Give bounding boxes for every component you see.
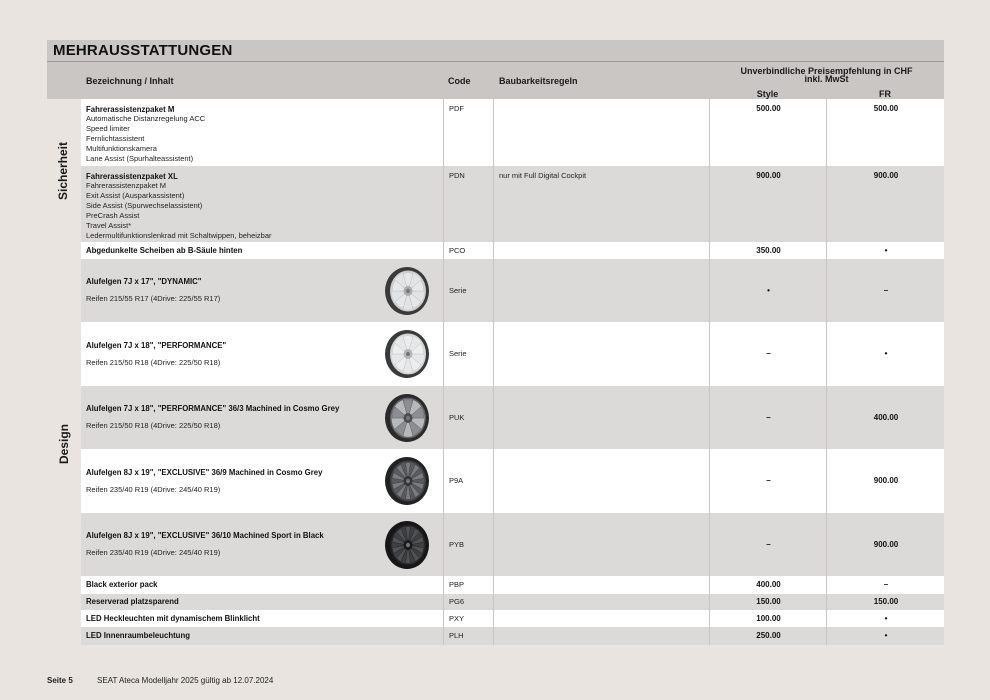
option-detail-line: Reifen 235/40 R19 (4Drive: 245/40 R19): [86, 484, 221, 494]
cell-code: [443, 259, 494, 322]
option-title: Alufelgen 8J x 19", "EXCLUSIVE" 36/10 Machined Sport in Black: [86, 531, 324, 540]
cell-price-fr: [826, 99, 945, 166]
header-fr: FR: [879, 89, 891, 99]
cell-price-fr: [826, 513, 945, 576]
code-value: PUK: [449, 412, 465, 422]
table-row: [81, 259, 944, 322]
cell-description: [81, 594, 443, 610]
cell-price-fr: [826, 322, 945, 386]
price-fr-value: 500.00: [873, 104, 899, 113]
cell-code: [443, 610, 494, 627]
option-title: LED Innenraumbeleuchtung: [86, 631, 190, 640]
code-value: PLH: [449, 631, 464, 640]
cell-code: [443, 99, 494, 166]
wheel-dynamic-icon: [371, 259, 443, 322]
table-header: [47, 62, 944, 99]
price-fr-value: 900.00: [873, 476, 899, 485]
cell-price-fr: [826, 610, 945, 627]
cell-code: [443, 513, 494, 576]
price-table: [47, 40, 944, 645]
option-detail-line: Exit Assist (Ausparkassistent): [86, 191, 185, 200]
option-detail-line: Side Assist (Spurwechselassistent): [86, 201, 203, 210]
table-row: [81, 166, 944, 242]
price-style-value: –: [766, 476, 771, 485]
option-detail-line: Reifen 215/50 R18 (4Drive: 225/50 R18): [86, 421, 221, 430]
cell-rule: [493, 322, 710, 386]
price-fr-value: •: [884, 614, 888, 623]
cell-price-fr: [826, 627, 945, 645]
option-detail-line: Lane Assist (Spurhalteassistent): [86, 154, 194, 163]
cell-price-style: [709, 449, 827, 513]
code-value: PYB: [449, 539, 465, 549]
code-value: PDF: [449, 104, 464, 113]
price-fr-value: –: [883, 285, 889, 295]
footer-text: SEAT Ateca Modelljahr 2025 gültig ab 12.07.2024: [97, 676, 274, 685]
cell-code: [443, 322, 494, 386]
wheel-exclusive-grey-icon: [371, 449, 443, 513]
option-title: Black exterior pack: [86, 580, 158, 589]
price-style-value: 500.00: [756, 104, 781, 113]
table-row: [81, 449, 944, 513]
cell-rule: [493, 242, 710, 259]
wheel-performance-icon: [371, 322, 443, 386]
price-style-value: 400.00: [756, 580, 781, 589]
header-rules: Baubarkeitsregeln: [499, 76, 578, 86]
cell-price-style: [709, 627, 827, 645]
cell-price-style: [709, 610, 827, 627]
cell-price-style: [709, 259, 827, 322]
price-style-value: 100.00: [756, 614, 781, 623]
option-detail-line: Multifunktionskamera: [86, 144, 157, 153]
table-row: [81, 627, 944, 645]
cell-rule: [493, 576, 710, 594]
cell-code: [443, 627, 494, 645]
price-style-value: 150.00: [756, 597, 781, 606]
table-row: [81, 99, 944, 166]
cell-description: [81, 610, 443, 627]
table-body: [47, 99, 944, 645]
cell-price-fr: [826, 166, 945, 242]
cell-price-style: [709, 322, 827, 386]
option-title: Reserverad platzsparend: [86, 597, 179, 606]
cell-description: [81, 576, 443, 594]
option-detail-line: Ledermultifunktionslenkrad mit Schaltwippen, beheizbar: [86, 231, 272, 240]
price-fr-value: •: [884, 631, 888, 640]
cell-price-fr: [826, 386, 945, 449]
cell-price-fr: [826, 449, 945, 513]
option-detail-line: Travel Assist*: [86, 221, 132, 230]
cell-code: [443, 386, 494, 449]
cell-price-fr: [826, 594, 945, 610]
table-row: [81, 386, 944, 449]
option-detail-line: Automatische Distanzregelung ACC: [86, 114, 206, 123]
cell-price-style: [709, 99, 827, 166]
price-fr-value: 900.00: [873, 539, 899, 549]
price-style-value: 350.00: [756, 246, 781, 255]
cell-price-style: [709, 594, 827, 610]
table-row: [81, 576, 944, 594]
option-detail-line: PreCrash Assist: [86, 211, 140, 220]
option-title: Fahrerassistenzpaket XL: [86, 172, 178, 181]
price-fr-value: 150.00: [873, 597, 899, 606]
cell-rule: [493, 513, 710, 576]
price-fr-value: •: [884, 246, 888, 255]
cell-price-style: [709, 166, 827, 242]
code-value: PG6: [449, 597, 465, 606]
option-title: LED Heckleuchten mit dynamischem Blinklicht: [86, 614, 260, 623]
cell-rule: [493, 99, 710, 166]
price-style-value: •: [767, 285, 770, 295]
table-title-bar: [47, 40, 944, 62]
price-fr-value: •: [884, 349, 888, 358]
cell-description: [81, 627, 443, 645]
rule-value: nur mit Full Digital Cockpit: [499, 171, 587, 180]
option-title: Alufelgen 7J x 17", "DYNAMIC": [86, 277, 202, 286]
cell-code: [443, 166, 494, 242]
cell-price-style: [709, 386, 827, 449]
cell-description: [81, 242, 443, 259]
cell-description: [81, 99, 443, 166]
cell-code: [443, 576, 494, 594]
cell-rule: [493, 166, 710, 242]
code-value: Serie: [449, 349, 467, 358]
cell-price-style: [709, 576, 827, 594]
cell-code: [443, 242, 494, 259]
option-detail-line: Reifen 235/40 R19 (4Drive: 245/40 R19): [86, 548, 221, 557]
table-title: MEHRAUSSTATTUNGEN: [53, 42, 233, 59]
price-style-value: 900.00: [756, 171, 781, 180]
cell-price-fr: [826, 259, 945, 322]
wheel-performance-grey-icon: [371, 386, 443, 449]
table-row: [81, 242, 944, 259]
cell-rule: [493, 627, 710, 645]
group-label-design: Design: [56, 423, 71, 464]
header-style: Style: [756, 89, 779, 99]
option-title: Alufelgen 8J x 19", "EXCLUSIVE" 36/9 Machined in Cosmo Grey: [86, 467, 323, 477]
cell-rule: [493, 259, 710, 322]
group-label-safety: Sicherheit: [56, 141, 71, 200]
option-detail-line: Speed limiter: [86, 124, 130, 133]
price-style-value: –: [766, 349, 771, 358]
wheel-exclusive-black-icon: [371, 513, 443, 576]
option-title: Alufelgen 7J x 18", "PERFORMANCE" 36/3 Machined in Cosmo Grey: [86, 404, 340, 413]
cell-rule: [493, 594, 710, 610]
price-style-value: –: [766, 539, 771, 549]
table-row: [81, 610, 944, 627]
option-title: Fahrerassistenzpaket M: [86, 105, 175, 114]
header-description: Bezeichnung / Inhalt: [86, 76, 174, 86]
option-detail-line: Reifen 215/55 R17 (4Drive: 225/55 R17): [86, 294, 221, 303]
code-value: PXY: [449, 614, 465, 623]
code-value: PBP: [449, 580, 465, 589]
table-row: [81, 322, 944, 386]
cell-description: [81, 166, 443, 242]
table-row: [81, 513, 944, 576]
header-price-line2: inkl. MwSt: [804, 74, 849, 84]
option-title: Abgedunkelte Scheiben ab B-Säule hinten: [86, 246, 243, 255]
page-footer: [47, 676, 273, 685]
cell-rule: [493, 449, 710, 513]
page-number: Seite 5: [47, 676, 73, 685]
cell-price-fr: [826, 242, 945, 259]
cell-price-style: [709, 513, 827, 576]
cell-code: [443, 449, 494, 513]
price-fr-value: 900.00: [873, 171, 899, 180]
code-value: PDN: [449, 171, 465, 180]
option-detail-line: Fahrerassistenzpaket M: [86, 181, 167, 190]
cell-rule: [493, 386, 710, 449]
code-value: PCO: [449, 246, 466, 255]
cell-code: [443, 594, 494, 610]
price-style-value: –: [766, 412, 771, 422]
header-code: Code: [448, 76, 471, 86]
option-detail-line: Fernlichtassistent: [86, 134, 145, 143]
price-fr-value: 400.00: [873, 412, 899, 422]
table-row: [81, 594, 944, 610]
option-title: Alufelgen 7J x 18", "PERFORMANCE": [86, 340, 227, 350]
option-detail-line: Reifen 215/50 R18 (4Drive: 225/50 R18): [86, 357, 221, 367]
price-fr-value: –: [883, 580, 889, 589]
cell-price-style: [709, 242, 827, 259]
code-value: Serie: [449, 285, 467, 295]
cell-rule: [493, 610, 710, 627]
header-price-line1: Unverbindliche Preisempfehlung in CHF: [740, 66, 913, 76]
cell-price-fr: [826, 576, 945, 594]
code-value: P9A: [449, 476, 464, 485]
price-style-value: 250.00: [756, 631, 781, 640]
